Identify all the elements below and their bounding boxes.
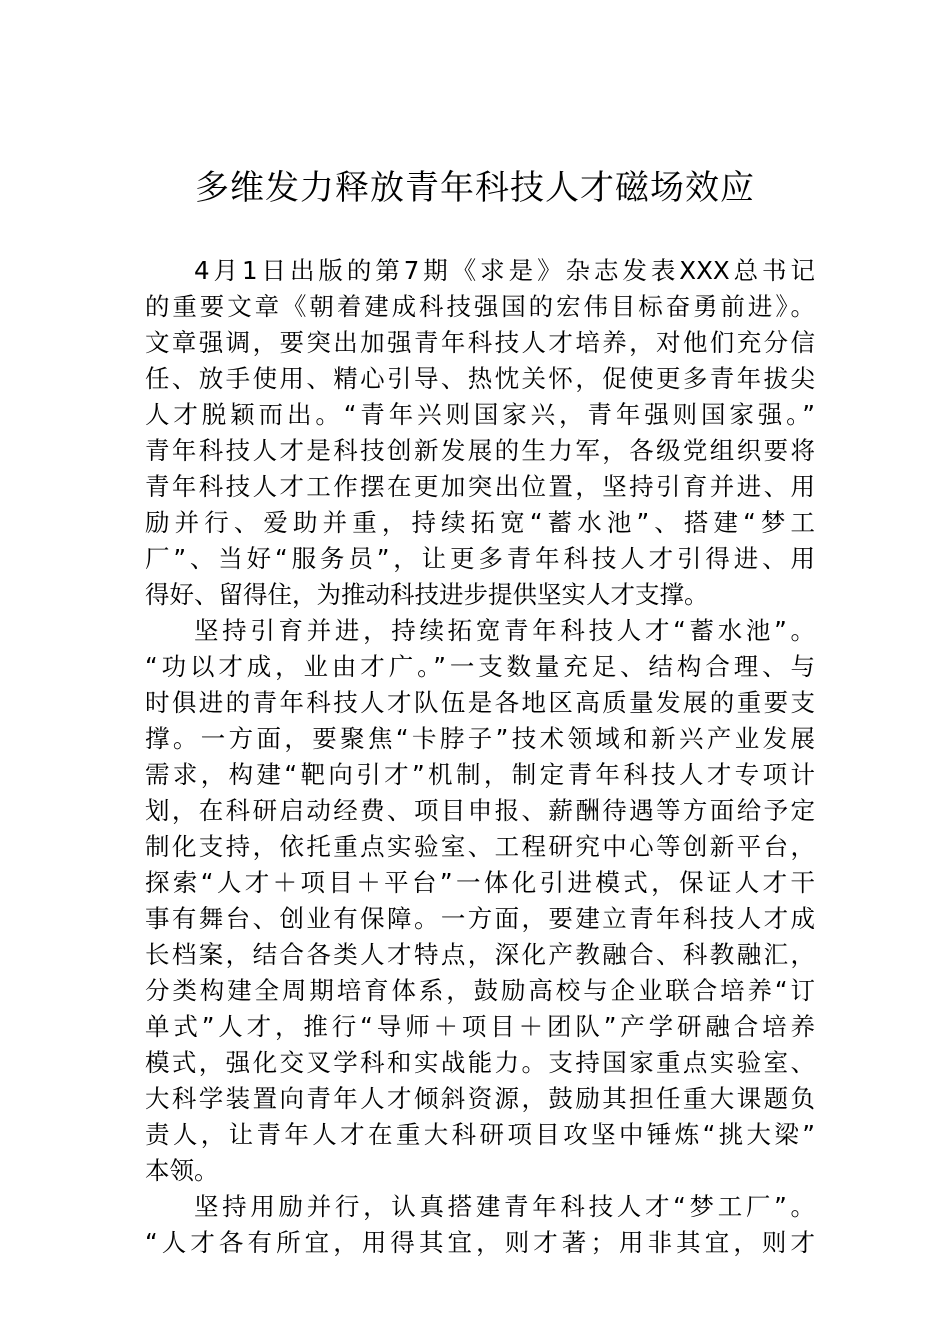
text-line: 事有舞台、创业有保障。一方面，要建立青年科技人才成 (145, 904, 815, 933)
text-line: 单式”人才，推行“导师＋项目＋团队”产学研融合培养 (145, 1012, 815, 1041)
text-line: 分类构建全周期培育体系，鼓励高校与企业联合培养“订 (145, 976, 815, 1005)
text-line: 时俱进的青年科技人才队伍是各地区高质量发展的重要支 (145, 688, 815, 717)
text-line: 撑。一方面，要聚焦“卡脖子”技术领域和新兴产业发展 (145, 724, 815, 753)
text-line: 划，在科研启动经费、项目申报、薪酬待遇等方面给予定 (145, 796, 815, 825)
text-line: 青年科技人才是科技创新发展的生力军，各级党组织要将 (145, 436, 815, 465)
text-line: 模式，强化交叉学科和实战能力。支持国家重点实验室、 (145, 1048, 815, 1077)
text-line: 本领。 (145, 1156, 219, 1185)
text-line: 4月1日出版的第7期《求是》杂志发表XXX总书记 (194, 256, 815, 285)
document-body (145, 253, 815, 1261)
text-line: 需求，构建“靶向引才”机制，制定青年科技人才专项计 (145, 760, 815, 789)
text-line: 厂”、当好“服务员”，让更多青年科技人才引得进、用 (145, 544, 815, 573)
text-line: 文章强调，要突出加强青年科技人才培养，对他们充分信 (145, 328, 815, 357)
text-line: 坚持用励并行，认真搭建青年科技人才“梦工厂”。 (194, 1192, 815, 1221)
text-line: 责人，让青年人才在重大科研项目攻坚中锤炼“挑大梁” (145, 1120, 815, 1149)
text-line: 大科学装置向青年人才倾斜资源，鼓励其担任重大课题负 (145, 1084, 815, 1113)
text-line: “人才各有所宜，用得其宜，则才著；用非其宜，则才 (145, 1228, 815, 1257)
text-line: 任、放手使用、精心引导、热忱关怀，促使更多青年拔尖 (145, 364, 815, 393)
text-line: 坚持引育并进，持续拓宽青年科技人才“蓄水池”。 (194, 616, 815, 645)
document-title: 多维发力释放青年科技人才磁场效应 (195, 168, 755, 208)
text-line: 制化支持，依托重点实验室、工程研究中心等创新平台， (145, 832, 815, 861)
text-line: 青年科技人才工作摆在更加突出位置，坚持引育并进、用 (145, 472, 815, 501)
text-line: “功以才成，业由才广。”一支数量充足、结构合理、与 (145, 652, 815, 681)
text-line: 励并行、爱助并重，持续拓宽“蓄水池”、搭建“梦工 (145, 508, 815, 537)
text-line: 长档案，结合各类人才特点，深化产教融合、科教融汇， (145, 940, 815, 969)
text-line: 的重要文章《朝着建成科技强国的宏伟目标奋勇前进》。 (145, 292, 815, 321)
text-line: 人才脱颖而出。“青年兴则国家兴，青年强则国家强。” (145, 400, 815, 429)
text-line: 得好、留得住，为推动科技进步提供坚实人才支撑。 (145, 580, 709, 609)
text-line: 探索“人才＋项目＋平台”一体化引进模式，保证人才干 (145, 868, 815, 897)
